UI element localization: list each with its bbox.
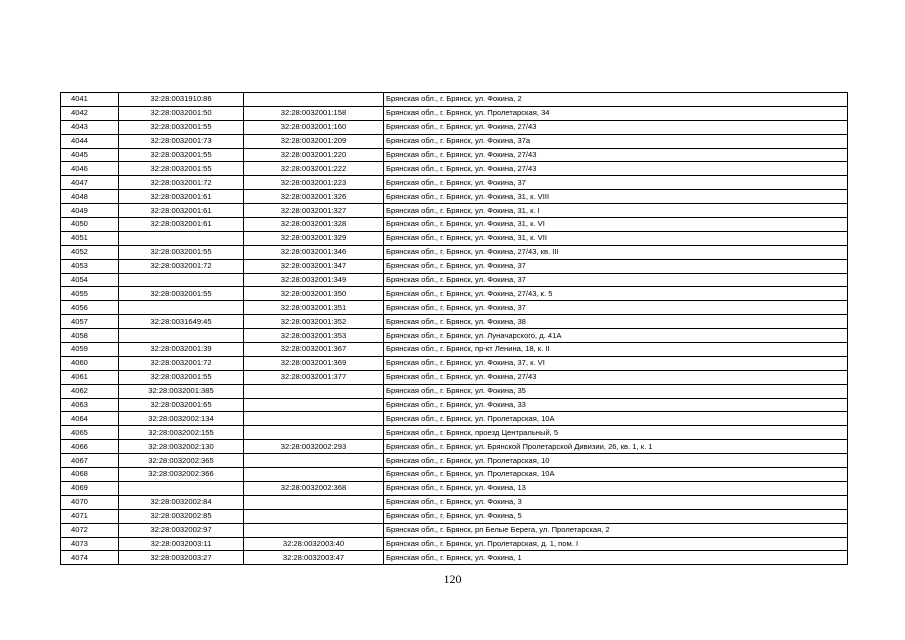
address-cell: Брянская обл., г. Брянск, ул. Фокина, 5 bbox=[384, 509, 848, 523]
cadastral-number-cell: 32:28:0032001:72 bbox=[119, 176, 244, 190]
address-cell: Брянская обл., г. Брянск, ул. Фокина, 31, к. I bbox=[384, 204, 848, 218]
table-row bbox=[61, 329, 848, 343]
cadastral-number-cell: 32:28:0032001:385 bbox=[119, 384, 244, 398]
row-number-cell: 4058 bbox=[61, 329, 119, 343]
table-row bbox=[61, 148, 848, 162]
address-cell: Брянская обл., г. Брянск, ул. Фокина, 31, к. VII bbox=[384, 231, 848, 245]
cadastral-number-cell: 32:28:0032001:65 bbox=[119, 398, 244, 412]
building-cadastral-number-cell: 32:28:0032001:327 bbox=[244, 204, 384, 218]
row-number-cell: 4049 bbox=[61, 204, 119, 218]
row-number-cell: 4061 bbox=[61, 370, 119, 384]
cadastral-number-cell: 32:28:0032001:61 bbox=[119, 190, 244, 204]
table-row bbox=[61, 259, 848, 273]
row-number-cell: 4069 bbox=[61, 481, 119, 495]
row-number-cell: 4053 bbox=[61, 259, 119, 273]
address-cell: Брянская обл., г. Брянск, ул. Фокина, 31, к. VIII bbox=[384, 190, 848, 204]
row-number-cell: 4060 bbox=[61, 356, 119, 370]
building-cadastral-number-cell bbox=[244, 398, 384, 412]
building-cadastral-number-cell: 32:28:0032003:40 bbox=[244, 537, 384, 551]
table-row bbox=[61, 245, 848, 259]
table-row bbox=[61, 176, 848, 190]
table-row bbox=[61, 231, 848, 245]
row-number-cell: 4043 bbox=[61, 120, 119, 134]
row-number-cell: 4046 bbox=[61, 162, 119, 176]
cadastral-number-cell: 32:28:0032002:155 bbox=[119, 426, 244, 440]
row-number-cell: 4065 bbox=[61, 426, 119, 440]
building-cadastral-number-cell: 32:28:0032001:209 bbox=[244, 134, 384, 148]
building-cadastral-number-cell: 32:28:0032001:160 bbox=[244, 120, 384, 134]
row-number-cell: 4057 bbox=[61, 315, 119, 329]
table-row bbox=[61, 523, 848, 537]
address-cell: Брянская обл., г. Брянск, ул. Фокина, 3 bbox=[384, 495, 848, 509]
table-row bbox=[61, 301, 848, 315]
address-cell: Брянская обл., г. Брянск, ул. Фокина, 33 bbox=[384, 398, 848, 412]
table-row bbox=[61, 315, 848, 329]
address-cell: Брянская обл., г. Брянск, ул. Фокина, 13 bbox=[384, 481, 848, 495]
address-cell: Брянская обл., г. Брянск, ул. Луначарского, д. 41А bbox=[384, 329, 848, 343]
row-number-cell: 4047 bbox=[61, 176, 119, 190]
address-cell: Брянская обл., г. Брянск, проезд Центральный, 5 bbox=[384, 426, 848, 440]
cadastral-number-cell: 32:28:0032001:72 bbox=[119, 259, 244, 273]
cadastral-number-cell: 32:28:0031910:86 bbox=[119, 93, 244, 107]
row-number-cell: 4067 bbox=[61, 454, 119, 468]
table-row bbox=[61, 509, 848, 523]
row-number-cell: 4070 bbox=[61, 495, 119, 509]
cadastral-number-cell: 32:28:0032001:55 bbox=[119, 287, 244, 301]
cadastral-number-cell bbox=[119, 481, 244, 495]
row-number-cell: 4063 bbox=[61, 398, 119, 412]
address-cell: Брянская обл., г. Брянск, ул. Фокина, 27/43 bbox=[384, 148, 848, 162]
cadastral-number-cell: 32:28:0032001:73 bbox=[119, 134, 244, 148]
table-row bbox=[61, 398, 848, 412]
building-cadastral-number-cell: 32:28:0032001:220 bbox=[244, 148, 384, 162]
row-number-cell: 4052 bbox=[61, 245, 119, 259]
address-cell: Брянская обл., г. Брянск, ул. Фокина, 37 bbox=[384, 176, 848, 190]
row-number-cell: 4068 bbox=[61, 468, 119, 482]
row-number-cell: 4054 bbox=[61, 273, 119, 287]
table-row bbox=[61, 190, 848, 204]
row-number-cell: 4041 bbox=[61, 93, 119, 107]
building-cadastral-number-cell bbox=[244, 523, 384, 537]
address-cell: Брянская обл., г. Брянск, ул. Пролетарская, 10А bbox=[384, 412, 848, 426]
table-row bbox=[61, 218, 848, 232]
address-cell: Брянская обл., г. Брянск, ул. Фокина, 35 bbox=[384, 384, 848, 398]
building-cadastral-number-cell: 32:28:0032001:351 bbox=[244, 301, 384, 315]
address-cell: Брянская обл., г. Брянск, ул. Пролетарская, 10 bbox=[384, 454, 848, 468]
table-row bbox=[61, 106, 848, 120]
building-cadastral-number-cell: 32:28:0032002:368 bbox=[244, 481, 384, 495]
cadastral-number-cell: 32:28:0032003:27 bbox=[119, 551, 244, 565]
cadastral-number-cell: 32:28:0032001:55 bbox=[119, 120, 244, 134]
cadastral-number-cell: 32:28:0032001:39 bbox=[119, 343, 244, 357]
table-row bbox=[61, 495, 848, 509]
address-cell: Брянская обл., г. Брянск, ул. Фокина, 31, к. VI bbox=[384, 218, 848, 232]
address-cell: Брянская обл., г. Брянск, ул. Фокина, 38 bbox=[384, 315, 848, 329]
address-cell: Брянская обл., г. Брянск, ул. Пролетарская, 10А bbox=[384, 468, 848, 482]
cadastral-number-cell: 32:28:0032002:85 bbox=[119, 509, 244, 523]
building-cadastral-number-cell bbox=[244, 384, 384, 398]
address-cell: Брянская обл., г. Брянск, ул. Фокина, 37а bbox=[384, 134, 848, 148]
table-row bbox=[61, 384, 848, 398]
table-row bbox=[61, 273, 848, 287]
row-number-cell: 4044 bbox=[61, 134, 119, 148]
address-cell: Брянская обл., г. Брянск, рп Белые Берега, ул. Пролетарская, 2 bbox=[384, 523, 848, 537]
table-row bbox=[61, 468, 848, 482]
row-number-cell: 4048 bbox=[61, 190, 119, 204]
building-cadastral-number-cell bbox=[244, 468, 384, 482]
address-cell: Брянская обл., г. Брянск, пр-кт Ленина, 18, к. II bbox=[384, 343, 848, 357]
cadastral-number-cell: 32:28:0032001:61 bbox=[119, 218, 244, 232]
building-cadastral-number-cell: 32:28:0032002:293 bbox=[244, 440, 384, 454]
table-row bbox=[61, 454, 848, 468]
cadastral-number-cell: 32:28:0032002:97 bbox=[119, 523, 244, 537]
building-cadastral-number-cell: 32:28:0032001:349 bbox=[244, 273, 384, 287]
table-row bbox=[61, 481, 848, 495]
address-cell: Брянская обл., г. Брянск, ул. Фокина, 2 bbox=[384, 93, 848, 107]
building-cadastral-number-cell: 32:28:0032001:222 bbox=[244, 162, 384, 176]
building-cadastral-number-cell bbox=[244, 426, 384, 440]
cadastral-number-cell bbox=[119, 273, 244, 287]
building-cadastral-number-cell: 32:28:0032001:326 bbox=[244, 190, 384, 204]
building-cadastral-number-cell: 32:28:0032001:353 bbox=[244, 329, 384, 343]
page-number: 120 bbox=[443, 572, 462, 586]
cadastral-number-cell bbox=[119, 301, 244, 315]
table-row bbox=[61, 162, 848, 176]
cadastral-number-cell: 32:28:0032002:365 bbox=[119, 454, 244, 468]
address-cell: Брянская обл., г. Брянск, ул. Пролетарская, 34 bbox=[384, 106, 848, 120]
cadastral-number-cell bbox=[119, 231, 244, 245]
cadastral-number-cell: 32:28:0032001:72 bbox=[119, 356, 244, 370]
row-number-cell: 4059 bbox=[61, 343, 119, 357]
building-cadastral-number-cell: 32:28:0032001:329 bbox=[244, 231, 384, 245]
cadastral-number-cell: 32:28:0032002:134 bbox=[119, 412, 244, 426]
table-row bbox=[61, 440, 848, 454]
row-number-cell: 4056 bbox=[61, 301, 119, 315]
address-cell: Брянская обл., г. Брянск, ул. Фокина, 27/43 bbox=[384, 162, 848, 176]
building-cadastral-number-cell: 32:28:0032001:328 bbox=[244, 218, 384, 232]
cadastral-number-cell: 32:28:0032001:55 bbox=[119, 148, 244, 162]
cadastral-number-cell: 32:28:0032003:11 bbox=[119, 537, 244, 551]
building-cadastral-number-cell bbox=[244, 93, 384, 107]
address-cell: Брянская обл., г. Брянск, ул. Фокина, 27/43, к. 5 bbox=[384, 287, 848, 301]
cadastral-number-cell: 32:28:0032001:55 bbox=[119, 370, 244, 384]
building-cadastral-number-cell bbox=[244, 495, 384, 509]
address-cell: Брянская обл., г. Брянск, ул. Фокина, 1 bbox=[384, 551, 848, 565]
cadastral-number-cell bbox=[119, 329, 244, 343]
address-cell: Брянская обл., г. Брянск, ул. Фокина, 27/43, кв. III bbox=[384, 245, 848, 259]
row-number-cell: 4064 bbox=[61, 412, 119, 426]
cadastral-number-cell: 32:28:0032002:130 bbox=[119, 440, 244, 454]
cadastral-number-cell: 32:28:0031649:45 bbox=[119, 315, 244, 329]
building-cadastral-number-cell: 32:28:0032001:350 bbox=[244, 287, 384, 301]
address-cell: Брянская обл., г. Брянск, ул. Фокина, 27/43 bbox=[384, 120, 848, 134]
cadastral-number-cell: 32:28:0032002:84 bbox=[119, 495, 244, 509]
building-cadastral-number-cell: 32:28:0032001:346 bbox=[244, 245, 384, 259]
row-number-cell: 4050 bbox=[61, 218, 119, 232]
cadastral-number-cell: 32:28:0032001:55 bbox=[119, 245, 244, 259]
row-number-cell: 4073 bbox=[61, 537, 119, 551]
table-body bbox=[61, 93, 848, 565]
address-cell: Брянская обл., г. Брянск, ул. Фокина, 37 bbox=[384, 273, 848, 287]
building-cadastral-number-cell bbox=[244, 509, 384, 523]
table-row bbox=[61, 426, 848, 440]
building-cadastral-number-cell: 32:28:0032001:158 bbox=[244, 106, 384, 120]
row-number-cell: 4062 bbox=[61, 384, 119, 398]
table-row bbox=[61, 412, 848, 426]
building-cadastral-number-cell: 32:28:0032001:223 bbox=[244, 176, 384, 190]
building-cadastral-number-cell: 32:28:0032001:367 bbox=[244, 343, 384, 357]
row-number-cell: 4072 bbox=[61, 523, 119, 537]
row-number-cell: 4071 bbox=[61, 509, 119, 523]
address-cell: Брянская обл., г. Брянск, ул. Фокина, 37, к. VI bbox=[384, 356, 848, 370]
row-number-cell: 4045 bbox=[61, 148, 119, 162]
table-row bbox=[61, 343, 848, 357]
table-row bbox=[61, 134, 848, 148]
table-row bbox=[61, 551, 848, 565]
cadastral-number-cell: 32:28:0032002:366 bbox=[119, 468, 244, 482]
cadastral-number-cell: 32:28:0032001:61 bbox=[119, 204, 244, 218]
address-cell: Брянская обл., г. Брянск, ул. Фокина, 37 bbox=[384, 301, 848, 315]
building-cadastral-number-cell: 32:28:0032001:377 bbox=[244, 370, 384, 384]
address-cell: Брянская обл., г. Брянск, ул. Пролетарская, д. 1, пом. I bbox=[384, 537, 848, 551]
building-cadastral-number-cell: 32:28:0032001:347 bbox=[244, 259, 384, 273]
table-row bbox=[61, 287, 848, 301]
table-row bbox=[61, 120, 848, 134]
table-row bbox=[61, 370, 848, 384]
address-cell: Брянская обл., г. Брянск, ул. Брянской Пролетарской Дивизии, 26, кв. 1, к. 1 bbox=[384, 440, 848, 454]
table-row bbox=[61, 537, 848, 551]
row-number-cell: 4051 bbox=[61, 231, 119, 245]
cadastral-table bbox=[60, 92, 848, 565]
address-cell: Брянская обл., г. Брянск, ул. Фокина, 37 bbox=[384, 259, 848, 273]
row-number-cell: 4074 bbox=[61, 551, 119, 565]
building-cadastral-number-cell: 32:28:0032003:47 bbox=[244, 551, 384, 565]
address-cell: Брянская обл., г. Брянск, ул. Фокина, 27/43 bbox=[384, 370, 848, 384]
building-cadastral-number-cell: 32:28:0032001:369 bbox=[244, 356, 384, 370]
building-cadastral-number-cell: 32:28:0032001:352 bbox=[244, 315, 384, 329]
building-cadastral-number-cell bbox=[244, 454, 384, 468]
table-row bbox=[61, 93, 848, 107]
cadastral-number-cell: 32:28:0032001:55 bbox=[119, 162, 244, 176]
building-cadastral-number-cell bbox=[244, 412, 384, 426]
row-number-cell: 4066 bbox=[61, 440, 119, 454]
row-number-cell: 4042 bbox=[61, 106, 119, 120]
cadastral-number-cell: 32:28:0032001:50 bbox=[119, 106, 244, 120]
row-number-cell: 4055 bbox=[61, 287, 119, 301]
table-row bbox=[61, 356, 848, 370]
table-row bbox=[61, 204, 848, 218]
